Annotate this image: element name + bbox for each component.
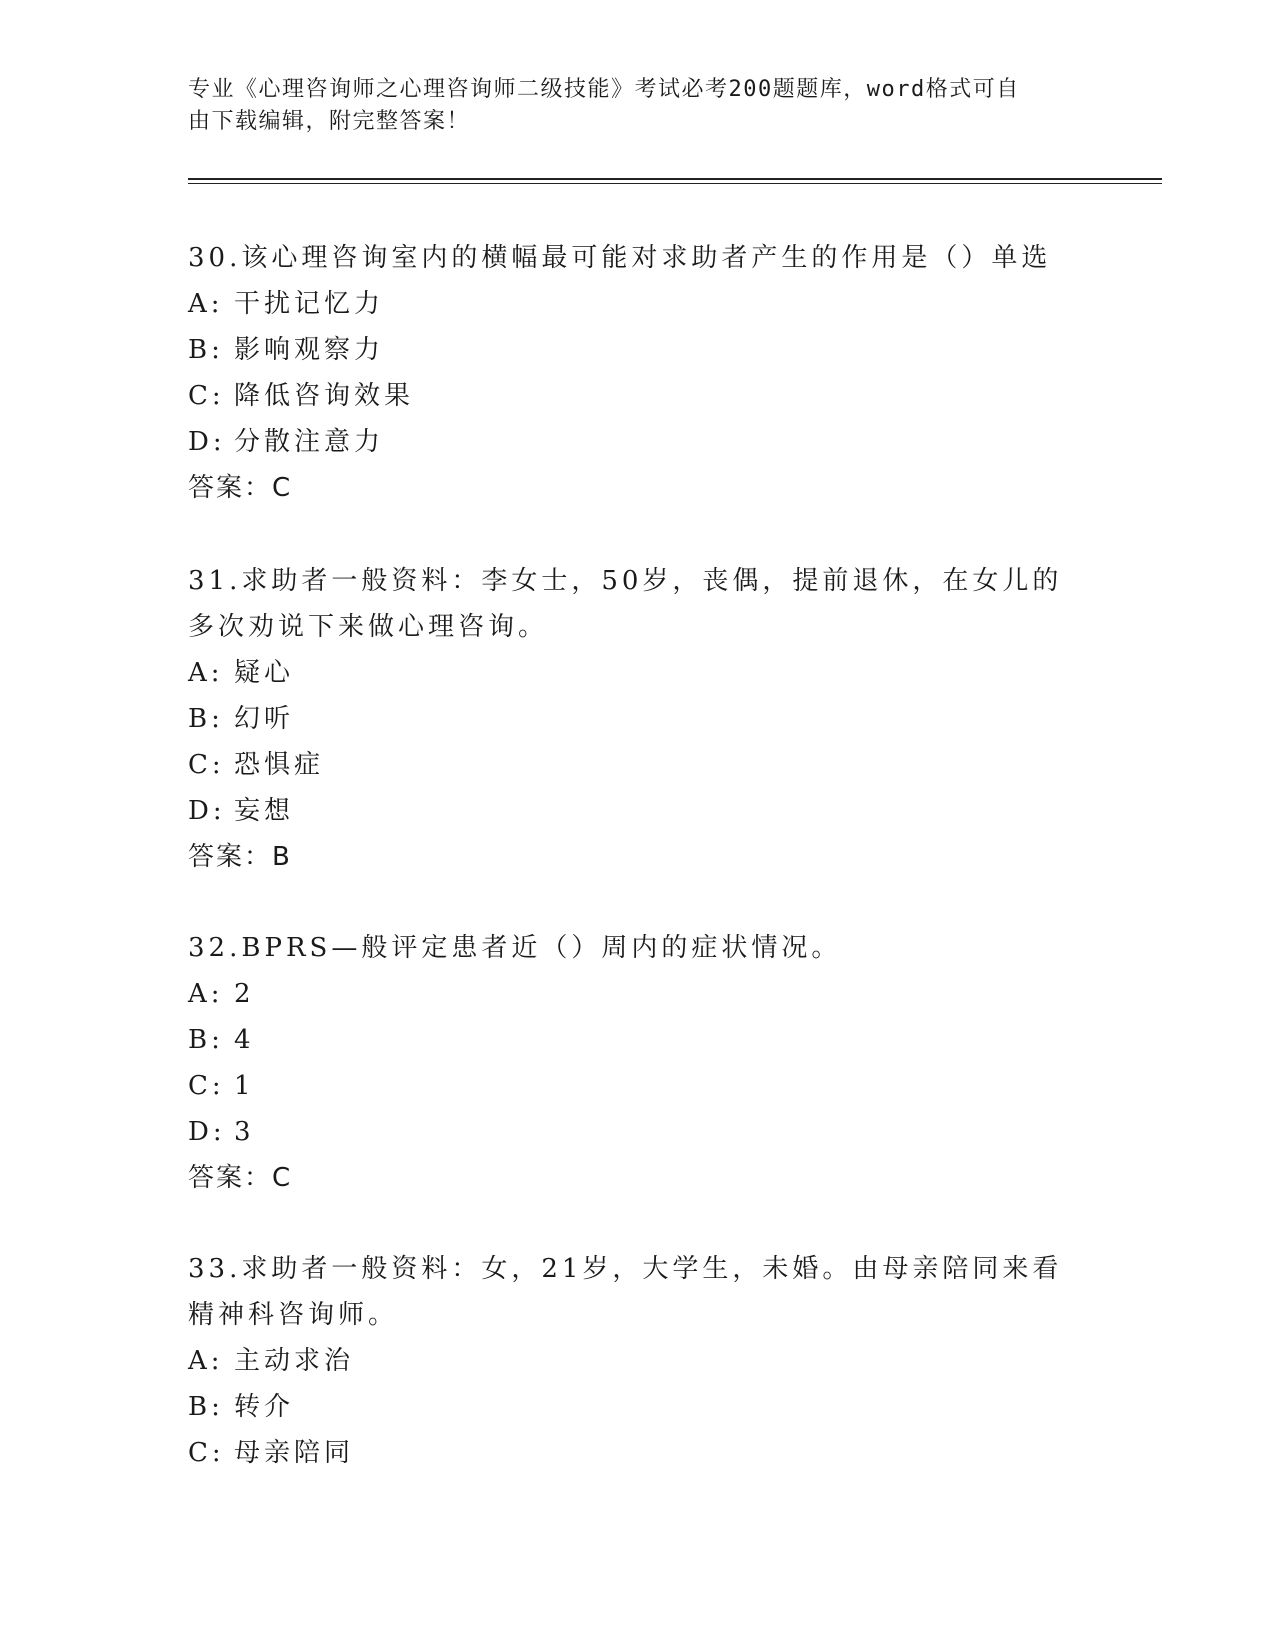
option-letter: C:	[188, 1071, 225, 1101]
question-30	[188, 235, 1088, 511]
option-b	[188, 1017, 1088, 1063]
option-letter: B:	[188, 1025, 224, 1055]
option-letter: B:	[188, 704, 224, 734]
question-stem: 33.求助者一般资料：女，21岁，大学生，未婚。由母亲陪同来看精神科咨询师。	[188, 1254, 1063, 1330]
option-b	[188, 1384, 1088, 1430]
option-text: 1	[234, 1071, 255, 1101]
header-divider-top	[188, 178, 1162, 180]
option-letter: C:	[188, 750, 225, 780]
header-line-2: 由下载编辑，附完整答案！	[188, 109, 471, 134]
option-d	[188, 419, 1088, 465]
header-divider-bottom	[188, 183, 1162, 184]
answer-line: 答案：C	[188, 1163, 293, 1193]
option-a	[188, 971, 1088, 1017]
header-line-1: 专业《心理咨询师之心理咨询师二级技能》考试必考200题题库，word格式可自	[188, 77, 1020, 102]
question-stem: 31.求助者一般资料：李女士，50岁，丧偶，提前退休，在女儿的多次劝说下来做心理咨询。	[188, 566, 1063, 642]
option-text: 影响观察力	[234, 335, 385, 365]
option-letter: A:	[188, 289, 224, 319]
option-letter: A:	[188, 658, 224, 688]
option-text: 妄想	[234, 796, 295, 826]
answer-line: 答案：B	[188, 842, 292, 872]
option-d	[188, 788, 1088, 834]
document-header	[188, 74, 1068, 138]
option-text: 干扰记忆力	[234, 289, 385, 319]
option-text: 4	[234, 1025, 255, 1055]
option-text: 疑心	[234, 658, 295, 688]
option-text: 母亲陪同	[234, 1438, 355, 1468]
option-d	[188, 1109, 1088, 1155]
option-letter: A:	[188, 979, 224, 1009]
option-text: 恐惧症	[234, 750, 325, 780]
option-a	[188, 650, 1088, 696]
option-c	[188, 742, 1088, 788]
option-a	[188, 281, 1088, 327]
option-text: 主动求治	[234, 1346, 355, 1376]
option-text: 分散注意力	[234, 427, 385, 457]
option-letter: B:	[188, 335, 224, 365]
option-letter: D:	[188, 427, 226, 457]
option-b	[188, 327, 1088, 373]
question-32	[188, 925, 1088, 1201]
question-stem: 32.BPRS—般评定患者近（）周内的症状情况。	[188, 933, 842, 963]
option-b	[188, 696, 1088, 742]
option-a	[188, 1338, 1088, 1384]
option-letter: C:	[188, 381, 225, 411]
question-31	[188, 558, 1088, 880]
option-c	[188, 1063, 1088, 1109]
answer-line: 答案：C	[188, 473, 293, 503]
option-c	[188, 1430, 1088, 1476]
option-letter: A:	[188, 1346, 224, 1376]
option-text: 降低咨询效果	[234, 381, 415, 411]
question-stem: 30.该心理咨询室内的横幅最可能对求助者产生的作用是（）单选	[188, 243, 1052, 273]
option-text: 3	[234, 1117, 255, 1147]
option-text: 幻听	[234, 704, 295, 734]
question-33	[188, 1246, 1088, 1476]
option-c	[188, 373, 1088, 419]
option-letter: D:	[188, 796, 226, 826]
option-letter: C:	[188, 1438, 225, 1468]
option-letter: B:	[188, 1392, 224, 1422]
option-text: 2	[234, 979, 255, 1009]
option-letter: D:	[188, 1117, 226, 1147]
option-text: 转介	[234, 1392, 295, 1422]
